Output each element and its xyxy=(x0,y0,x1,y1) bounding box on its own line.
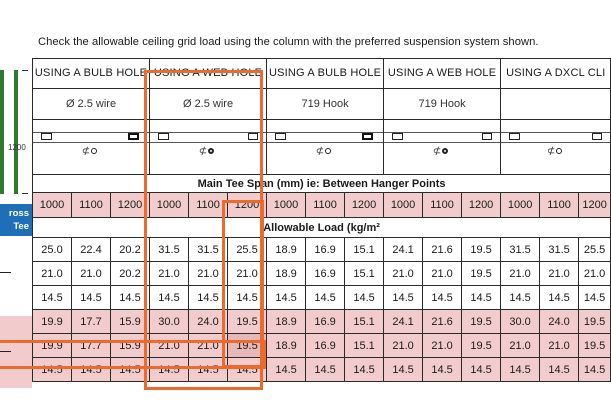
load-cell: 19.5 xyxy=(579,334,611,358)
load-cell: 15.9 xyxy=(111,334,150,358)
load-cell: 15.1 xyxy=(345,334,384,358)
load-row xyxy=(33,262,611,286)
load-row xyxy=(33,310,611,334)
load-cell: 30.0 xyxy=(501,310,540,334)
load-cell: 21.0 xyxy=(150,262,189,286)
frame-diagram xyxy=(0,70,18,194)
load-cell: 25.0 xyxy=(33,238,72,262)
load-cell: 14.5 xyxy=(540,286,579,310)
span-band-row xyxy=(33,175,611,193)
load-cell: 16.9 xyxy=(306,262,345,286)
system-header: USING A BULB HOLE xyxy=(267,59,384,89)
load-cell: 21.0 xyxy=(540,334,579,358)
load-cell: 18.9 xyxy=(267,334,306,358)
load-body xyxy=(33,238,611,382)
load-cell: 19.5 xyxy=(579,310,611,334)
rail-diagram xyxy=(33,120,150,175)
span-cell: 1100 xyxy=(189,193,228,218)
fixing-label: 719 Hook xyxy=(267,89,384,120)
load-cell: 31.5 xyxy=(501,238,540,262)
fixing-label: 719 Hook xyxy=(384,89,501,120)
load-cell: 15.9 xyxy=(111,310,150,334)
rail-diagram xyxy=(501,120,611,175)
system-header: USING A DXCL CLI xyxy=(501,59,611,89)
load-cell: 19.5 xyxy=(228,334,267,358)
load-cell: 16.9 xyxy=(306,238,345,262)
load-cell: 21.0 xyxy=(423,334,462,358)
span-row xyxy=(33,193,611,218)
load-cell: 14.5 xyxy=(384,358,423,382)
load-cell: 14.5 xyxy=(345,358,384,382)
load-row xyxy=(33,358,611,382)
load-cell: 31.5 xyxy=(189,238,228,262)
left-row-marker xyxy=(0,261,32,285)
span-cell: 1200 xyxy=(462,193,501,218)
wire-hook-icon: ⊄ xyxy=(199,147,214,157)
rail-diagram-row xyxy=(33,120,611,175)
load-cell: 18.9 xyxy=(267,238,306,262)
load-cell: 17.7 xyxy=(72,334,111,358)
load-cell: 14.5 xyxy=(111,358,150,382)
load-cell: 15.1 xyxy=(345,238,384,262)
load-cell: 14.5 xyxy=(540,358,579,382)
rail-diagram xyxy=(150,120,267,175)
rail-diagram xyxy=(384,120,501,175)
load-cell: 21.0 xyxy=(189,262,228,286)
system-header: USING A WEB HOLE xyxy=(384,59,501,89)
load-cell: 20.2 xyxy=(111,262,150,286)
load-cell: 19.5 xyxy=(462,334,501,358)
load-cell: 14.5 xyxy=(306,286,345,310)
load-cell: 21.0 xyxy=(384,262,423,286)
load-cell: 14.5 xyxy=(501,286,540,310)
load-cell: 25.5 xyxy=(228,238,267,262)
load-cell: 14.5 xyxy=(462,358,501,382)
load-cell: 21.0 xyxy=(228,262,267,286)
load-row xyxy=(33,286,611,310)
span-cell: 1200 xyxy=(111,193,150,218)
load-cell: 18.9 xyxy=(267,310,306,334)
span-cell: 1200 xyxy=(228,193,267,218)
load-cell: 21.0 xyxy=(189,334,228,358)
span-cell: 1100 xyxy=(306,193,345,218)
load-band-row xyxy=(33,218,611,238)
load-cell: 14.5 xyxy=(33,358,72,382)
hook-icon: ⊄ xyxy=(433,147,448,157)
span-cell: 1000 xyxy=(150,193,189,218)
load-cell: 14.5 xyxy=(423,358,462,382)
load-table xyxy=(32,58,611,382)
span-cell: 1100 xyxy=(540,193,579,218)
load-row xyxy=(33,334,611,358)
cross-tee-tab-line2: Tee xyxy=(13,221,29,232)
load-cell: 14.5 xyxy=(33,286,72,310)
load-cell: 21.0 xyxy=(72,262,111,286)
left-row-pink xyxy=(0,364,32,388)
rail-diagram xyxy=(267,120,384,175)
load-cell: 14.5 xyxy=(228,358,267,382)
load-cell: 24.1 xyxy=(384,310,423,334)
load-cell: 14.5 xyxy=(345,286,384,310)
span-cell: 1100 xyxy=(72,193,111,218)
span-cell: 1000 xyxy=(384,193,423,218)
load-cell: 14.5 xyxy=(189,286,228,310)
load-cell: 14.5 xyxy=(501,358,540,382)
load-cell: 15.1 xyxy=(345,310,384,334)
load-cell: 21.0 xyxy=(501,262,540,286)
cross-tee-tab xyxy=(0,204,32,236)
load-cell: 14.5 xyxy=(384,286,423,310)
load-cell: 14.5 xyxy=(228,286,267,310)
load-cell: 19.5 xyxy=(462,262,501,286)
load-cell: 25.5 xyxy=(579,238,611,262)
fixing-label xyxy=(501,89,611,120)
load-cell: 19.5 xyxy=(462,238,501,262)
fixing-label: Ø 2.5 wire xyxy=(33,89,150,120)
load-cell: 21.6 xyxy=(423,310,462,334)
span-band-label: Main Tee Span (mm) ie: Between Hanger Points xyxy=(33,175,611,193)
load-cell: 14.5 xyxy=(150,286,189,310)
load-cell: 17.7 xyxy=(72,310,111,334)
span-cell: 1200 xyxy=(579,193,611,218)
load-cell: 15.1 xyxy=(345,262,384,286)
load-cell: 19.9 xyxy=(33,334,72,358)
load-cell: 31.5 xyxy=(150,238,189,262)
load-cell: 21.0 xyxy=(579,262,611,286)
system-header: USING A BULB HOLE xyxy=(33,59,150,89)
system-header-row xyxy=(33,59,611,89)
span-cell: 1100 xyxy=(423,193,462,218)
load-cell: 21.0 xyxy=(423,262,462,286)
load-cell: 19.5 xyxy=(462,310,501,334)
load-cell: 21.0 xyxy=(150,334,189,358)
load-cell: 19.9 xyxy=(33,310,72,334)
dimension-label: 1200 xyxy=(8,143,26,152)
load-cell: 18.9 xyxy=(267,262,306,286)
load-cell: 16.9 xyxy=(306,334,345,358)
load-cell: 19.5 xyxy=(228,310,267,334)
wire-hook-icon: ⊄ xyxy=(82,147,97,157)
fixing-row xyxy=(33,89,611,120)
load-cell: 24.0 xyxy=(189,310,228,334)
load-cell: 14.5 xyxy=(72,358,111,382)
load-cell: 30.0 xyxy=(150,310,189,334)
fixing-label: Ø 2.5 wire xyxy=(150,89,267,120)
load-cell: 16.9 xyxy=(306,310,345,334)
cross-tee-tab-line1: ross xyxy=(8,208,29,219)
load-cell: 21.0 xyxy=(33,262,72,286)
load-cell: 14.5 xyxy=(111,286,150,310)
load-cell: 20.2 xyxy=(111,238,150,262)
load-cell: 21.6 xyxy=(423,238,462,262)
left-row-pink xyxy=(0,340,32,364)
span-cell: 1000 xyxy=(33,193,72,218)
load-cell: 14.5 xyxy=(306,358,345,382)
load-cell: 14.5 xyxy=(267,286,306,310)
load-cell: 21.0 xyxy=(384,334,423,358)
span-cell: 1200 xyxy=(345,193,384,218)
load-cell: 14.5 xyxy=(462,286,501,310)
load-cell: 14.5 xyxy=(267,358,306,382)
span-cell: 1000 xyxy=(501,193,540,218)
load-cell: 31.5 xyxy=(540,238,579,262)
load-cell: 14.5 xyxy=(189,358,228,382)
load-cell: 24.0 xyxy=(540,310,579,334)
load-cell: 21.0 xyxy=(540,262,579,286)
load-cell: 21.0 xyxy=(501,334,540,358)
system-header: USING A WEB HOLE xyxy=(150,59,267,89)
left-row-pink xyxy=(0,316,32,340)
load-cell: 24.1 xyxy=(384,238,423,262)
load-cell: 14.5 xyxy=(423,286,462,310)
load-band-label: Allowable Load (kg/m² xyxy=(33,218,611,238)
load-cell: 14.5 xyxy=(579,286,611,310)
load-cell: 14.5 xyxy=(72,286,111,310)
load-row xyxy=(33,238,611,262)
load-cell: 22.4 xyxy=(72,238,111,262)
load-cell: 14.5 xyxy=(579,358,611,382)
load-cell: 14.5 xyxy=(150,358,189,382)
span-cell: 1000 xyxy=(267,193,306,218)
hook-icon: ⊄ xyxy=(316,147,331,157)
clip-icon: ⊄ xyxy=(547,147,562,157)
instruction-text: Check the allowable ceiling grid load using the column with the preferred suspension system shown. xyxy=(38,36,539,48)
